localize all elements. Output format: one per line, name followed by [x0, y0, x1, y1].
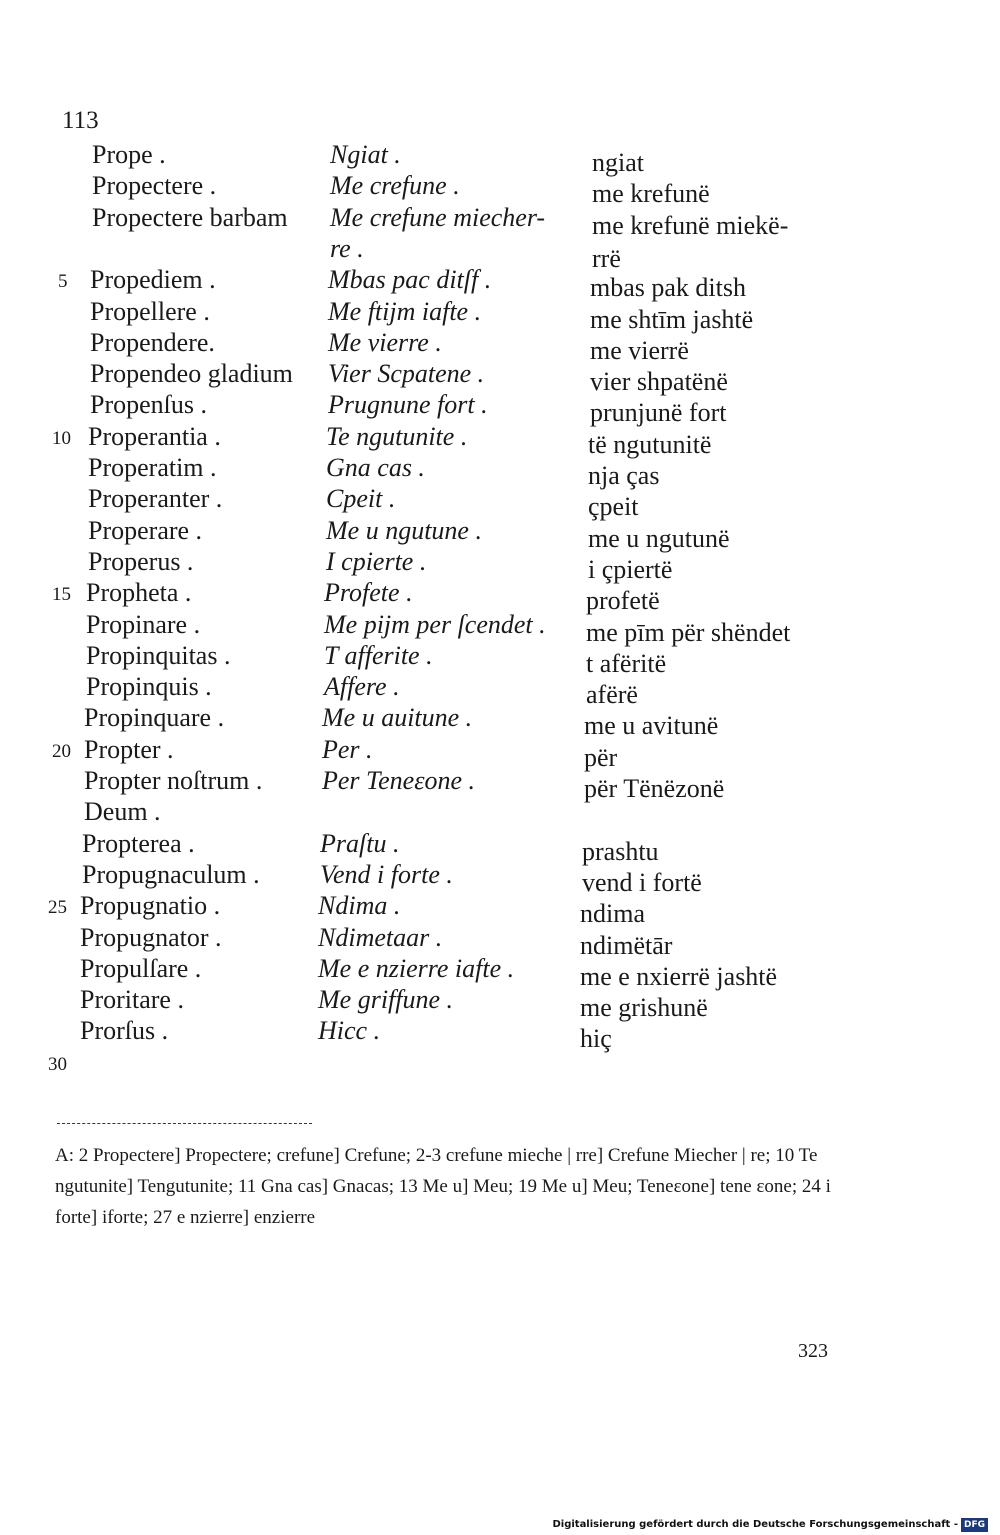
old-albanian-term: Me pijm per ſcendet . [324, 609, 546, 639]
latin-term: Propterea . [82, 828, 195, 858]
latin-term: Propugnatio . [80, 891, 221, 921]
latin-term: Proritare . [80, 985, 184, 1015]
latin-term: Propinare . [86, 609, 201, 639]
modern-albanian-term: me shtīm jashtë [590, 304, 754, 334]
latin-term: Prope . [92, 140, 166, 169]
modern-albanian-term: të ngutunitë [588, 429, 712, 459]
modern-albanian-term: me u ngutunë [588, 523, 730, 553]
old-albanian-term: Praſtu . [320, 828, 400, 858]
old-albanian-term: Per . [322, 734, 373, 764]
old-albanian-term: Te ngutunite . [326, 421, 468, 451]
latin-term: Properatim . [88, 453, 217, 482]
latin-term: Propendeo gladium [90, 359, 293, 389]
latin-term: Propendere. [90, 327, 215, 357]
old-albanian-term: Ndima . [318, 891, 401, 921]
modern-albanian-term: me grishunë [580, 993, 708, 1023]
modern-albanian-term: vend i fortë [582, 867, 702, 897]
modern-albanian-term: i çpiertë [588, 554, 673, 584]
modern-albanian-term: afërë [586, 680, 638, 710]
modern-albanian-term: vier shpatënë [590, 367, 728, 397]
old-albanian-term: Vier Scpatene . [328, 359, 485, 389]
old-albanian-term: Hicc . [318, 1016, 381, 1046]
line-number: 15 [52, 584, 71, 606]
line-number: 10 [52, 427, 71, 449]
modern-albanian-term: ndimëtār [580, 930, 673, 960]
latin-term: Propediem . [90, 265, 216, 295]
footnote-apparatus: A: 2 Propectere] Propectere; crefune] Crefune; 2-3 crefune mieche | rre] Crefune Miecher | re; 10 Te ngutunite] Tengutunite; 11 Gna cas] Gnacas; 13 Me u] Meu; 19 Me u] Meu; Teneεone] tene εone; 24 i forte] iforte; 27 e nzierre] enzierre [55, 1145, 831, 1228]
modern-albanian-term: ndima [580, 899, 645, 929]
latin-term: Propinquis . [86, 672, 212, 702]
modern-albanian-term: hiç [580, 1024, 612, 1054]
modern-albanian-term: me pīm për shëndet [586, 617, 791, 647]
modern-albanian-term: nja ças [588, 461, 660, 490]
line-number: 5 [58, 271, 68, 293]
latin-term: Propectere barbam [92, 202, 288, 232]
modern-albanian-term: prunjunë fort [590, 398, 727, 428]
modern-albanian-term: prashtu [582, 836, 659, 866]
latin-term: Propugnaculum . [82, 859, 260, 889]
digitization-credit [552, 1518, 988, 1532]
old-albanian-term: Me u ngutune . [326, 515, 482, 545]
modern-albanian-term: me e nxierrë jashtë [580, 961, 778, 991]
old-albanian-term: Ndimetaar . [318, 922, 443, 952]
old-albanian-term: Mbas pac ditſf . [328, 265, 492, 295]
old-albanian-term: Me vierre . [328, 327, 442, 357]
old-albanian-term: Me u auitune . [322, 703, 473, 733]
latin-term: Deum . [84, 797, 161, 827]
modern-albanian-term: për [584, 742, 618, 772]
old-albanian-term: Me e nzierre iafte . [318, 953, 515, 983]
old-albanian-term: T afferite . [324, 640, 433, 670]
modern-albanian-term: profetë [586, 586, 660, 616]
page-section-number: 113 [62, 107, 99, 134]
line-number: 20 [52, 740, 71, 762]
latin-term: Propter . [84, 734, 174, 764]
dfg-logo: DFG [961, 1518, 988, 1532]
old-albanian-term: Me griffune . [318, 985, 454, 1015]
old-albanian-term: Affere . [324, 672, 400, 702]
latin-term: Properare . [88, 515, 203, 545]
old-albanian-term: Gna cas . [326, 453, 425, 482]
latin-term: Propellere . [90, 296, 210, 326]
footnote-divider [57, 1123, 312, 1124]
modern-albanian-term: me krefunë miekë- [592, 210, 789, 240]
latin-term: Propenſus . [90, 390, 207, 420]
old-albanian-term: Cpeit . [326, 484, 396, 514]
line-number: 25 [48, 897, 67, 919]
line-number: 30 [48, 1053, 67, 1075]
modern-albanian-term: çpeit [588, 492, 639, 522]
latin-term: Propheta . [86, 578, 192, 608]
modern-albanian-term: t afëritë [586, 648, 667, 678]
latin-term: Properanter . [88, 484, 223, 514]
old-albanian-term: I cpierte . [326, 546, 427, 576]
latin-term: Propugnator . [80, 922, 222, 952]
latin-term: Prorſus . [80, 1016, 169, 1046]
latin-term: Propinquare . [84, 703, 225, 733]
old-albanian-term: Per Teneεone . [322, 766, 475, 795]
modern-albanian-term: ngiat [592, 148, 644, 177]
old-albanian-term: Me crefune miecher- [330, 202, 546, 232]
latin-term: Propinquitas . [86, 640, 231, 670]
modern-albanian-term: me vierrë [590, 335, 689, 365]
page-number: 323 [798, 1340, 828, 1362]
old-albanian-term: re . [330, 233, 364, 263]
latin-term: Properus . [88, 546, 194, 576]
old-albanian-term: Ngiat . [330, 140, 401, 169]
latin-term: Propectere . [92, 171, 217, 201]
modern-albanian-term: rrë [592, 243, 621, 273]
modern-albanian-term: mbas pak ditsh [590, 273, 746, 303]
old-albanian-term: Vend i forte . [320, 859, 453, 889]
modern-albanian-term: për Tënëzonë [584, 774, 725, 803]
latin-term: Propter noſtrum . [84, 766, 263, 795]
modern-albanian-term: me krefunë [592, 179, 710, 209]
old-albanian-term: Prugnune fort . [328, 390, 488, 420]
old-albanian-term: Me ftijm iafte . [328, 296, 482, 326]
old-albanian-term: Profete . [324, 578, 413, 608]
latin-term: Propulſare . [80, 953, 202, 983]
modern-albanian-term: me u avitunë [584, 711, 719, 741]
credit-text: Digitalisierung gefördert durch die Deutsche Forschungsgemeinschaft - [552, 1519, 958, 1530]
latin-term: Properantia . [88, 421, 221, 451]
old-albanian-term: Me crefune . [330, 171, 460, 201]
